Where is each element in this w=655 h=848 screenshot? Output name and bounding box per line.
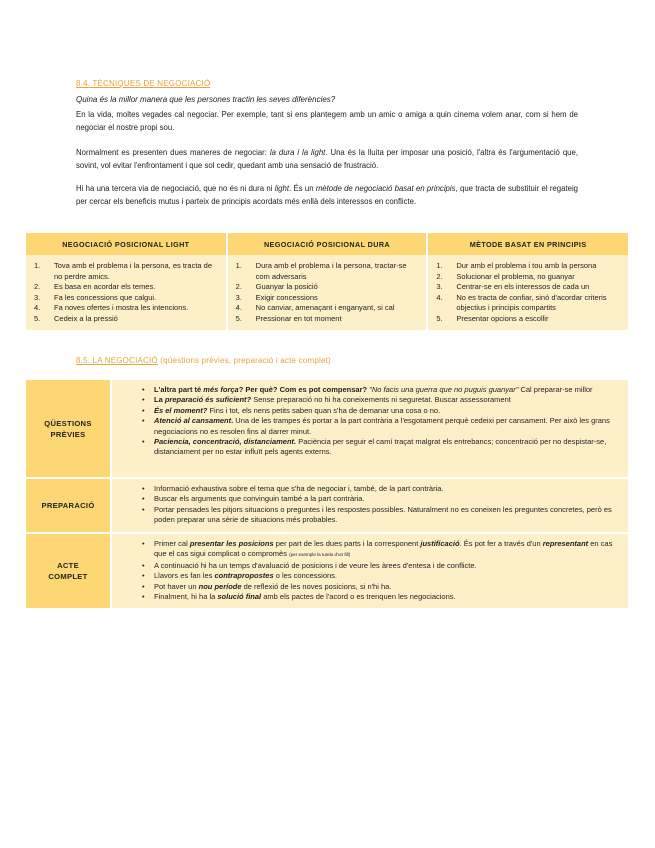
list-item: 5. Pressionar en tot moment bbox=[235, 313, 342, 323]
list-item: 5. Cedeix a la pressió bbox=[34, 313, 118, 323]
list-item: • Pot haver un nou període de reflexió de les noves posicions, si n'hi ha. bbox=[142, 582, 620, 592]
negotiation-methods-table bbox=[26, 233, 628, 330]
list-item: • Llavors es fan les contrapropostes o les concessions. bbox=[142, 571, 620, 581]
list-item: 3. Centrar-se en els interessos de cada un bbox=[436, 282, 590, 291]
column-header-light: NEGOCIACIÓ POSICIONAL LIGHT bbox=[26, 233, 227, 255]
list-item: 2. Guanyar la posició bbox=[235, 282, 318, 291]
list-item: 1. Dura amb el problema i la persona, tractar-se com adversaris bbox=[235, 261, 407, 281]
list-item: • És el moment? Fins i tot, els nens petits saben quan s'ha de demanar una cosa o no. bbox=[142, 406, 620, 416]
list-item: 2. Solucionar el problema, no guanyar bbox=[436, 271, 575, 281]
section-heading-8-5: 8.5. LA NEGOCIACIÓ (qüestions prèvies, preparació i acte complet) bbox=[76, 356, 331, 365]
list-item: 1. Tova amb el problema i la persona, es tracta de no perdre amics. bbox=[34, 261, 213, 281]
list-item: 2. Es basa en acordar els temes. bbox=[34, 282, 156, 291]
list-item: • La preparació és suficient? Sense preparació no hi ha coneixements ni seguretat. Buscar assessorament bbox=[142, 395, 620, 405]
list-item: • Buscar els arguments que convinguin també a la part contrària. bbox=[142, 494, 620, 504]
column-principis-items bbox=[427, 255, 628, 330]
column-dura-items bbox=[227, 255, 428, 330]
paragraph-two-ways: Normalment es presenten dues maneres de negociar: la dura i la light. Una és la lluita per imposar una posició, l'altra és l'argumentació que, sovint, vol evitar l'enfrontament i que sol cedir, quedant amb una sensació de frustració. bbox=[76, 148, 578, 170]
list-item: • Informació exhaustiva sobre el tema que s'ha de negociar i, també, de la part contrària. bbox=[142, 484, 620, 494]
list-item: • A continuació hi ha un temps d'avaluació de posicions i de veure les àrees d'entesa i de conflicte. bbox=[142, 561, 620, 571]
negotiation-phases-table bbox=[26, 380, 628, 610]
list-item: • Finalment, hi ha la solució final amb els pactes de l'acord o es trenquen les negociacions. bbox=[142, 592, 620, 602]
row-body-full-act bbox=[111, 533, 628, 609]
row-label-preparation: PREPARACIÓ bbox=[26, 478, 111, 533]
column-header-principis: MÈTODE BASAT EN PRINCIPIS bbox=[427, 233, 628, 255]
list-item: 1. Dur amb el problema i tou amb la persona bbox=[436, 261, 597, 270]
list-item: • Atenció al cansament. Una de les trampes és portar a la part contrària a l'esgotament perquè cedeixi per cansament. Per això les grans negociacions no es resolen fins al darrer minut. bbox=[142, 416, 620, 437]
section-heading-8-4: 8.4. TÈCNIQUES DE NEGOCIACIÓ bbox=[76, 79, 211, 88]
column-light-items bbox=[26, 255, 227, 330]
list-item: • Paciencia, concentració, distanciament. Paciència per seguir el camí traçat malgrat els entrebancs; concentració per no despistar-se, distanciament per no estar influït pels agents externs. bbox=[142, 437, 620, 458]
row-body-preparation bbox=[111, 478, 628, 533]
paragraph-intro: En la vida, moltes vegades cal negociar. Per exemple, tant si ens plantegem amb un amic o amiga a quin cinema volem anar, com si hem de negociar el nostre propi sou. bbox=[76, 110, 578, 132]
paragraph-third-way: Hi ha una tercera via de negociació, que no és ni dura ni light. És un mètode de negociació basat en principis, que tracta de substituir el regateig per cercar els beneficis mutus i parteix de principis acordats més enllà dels interessos en conflicte. bbox=[76, 184, 579, 206]
list-item: 5. Presentar opcions a escollir bbox=[436, 313, 549, 323]
row-label-full-act: ACTE COMPLET bbox=[26, 533, 111, 609]
row-body-questions bbox=[111, 380, 628, 478]
list-item: • Primer cal presentar les posicions per part de les dues parts i la corresponent justificació. És pot fer a través d'un representant en cas que el cas sigui complicat o compromès (per exemple la tutela d'un fill) bbox=[142, 539, 620, 561]
list-item: 3. Exigir concessions bbox=[235, 292, 318, 302]
list-item: 4. No es tracta de confiar, sinó d'acordar criteris objectius i principis compartits bbox=[436, 292, 607, 312]
list-item: 4. Fa noves ofertes i mostra les intencions. bbox=[34, 303, 189, 312]
row-label-questions: QÜESTIONS PRÈVIES bbox=[26, 380, 111, 478]
list-item: • Portar pensades les pitjors situacions o preguntes i les respostes possibles. Naturalment no es coneixen les preguntes concretes, però es poden preparar una sèrie de situacions més probables. bbox=[142, 505, 620, 526]
list-item: 3. Fa les concessions que calgui. bbox=[34, 292, 157, 302]
list-item: • L'altra part té més força? Per què? Com es pot compensar? "No facis una guerra que no puguis guanyar" Cal preparar-se millor bbox=[142, 385, 620, 395]
guiding-question: Quina és la millor manera que les persones tractin les seves diferències? bbox=[76, 95, 336, 104]
column-header-dura: NEGOCIACIÓ POSICIONAL DURA bbox=[227, 233, 428, 255]
list-item: 4. No canviar, amenaçant i enganyant, si cal bbox=[235, 303, 395, 312]
